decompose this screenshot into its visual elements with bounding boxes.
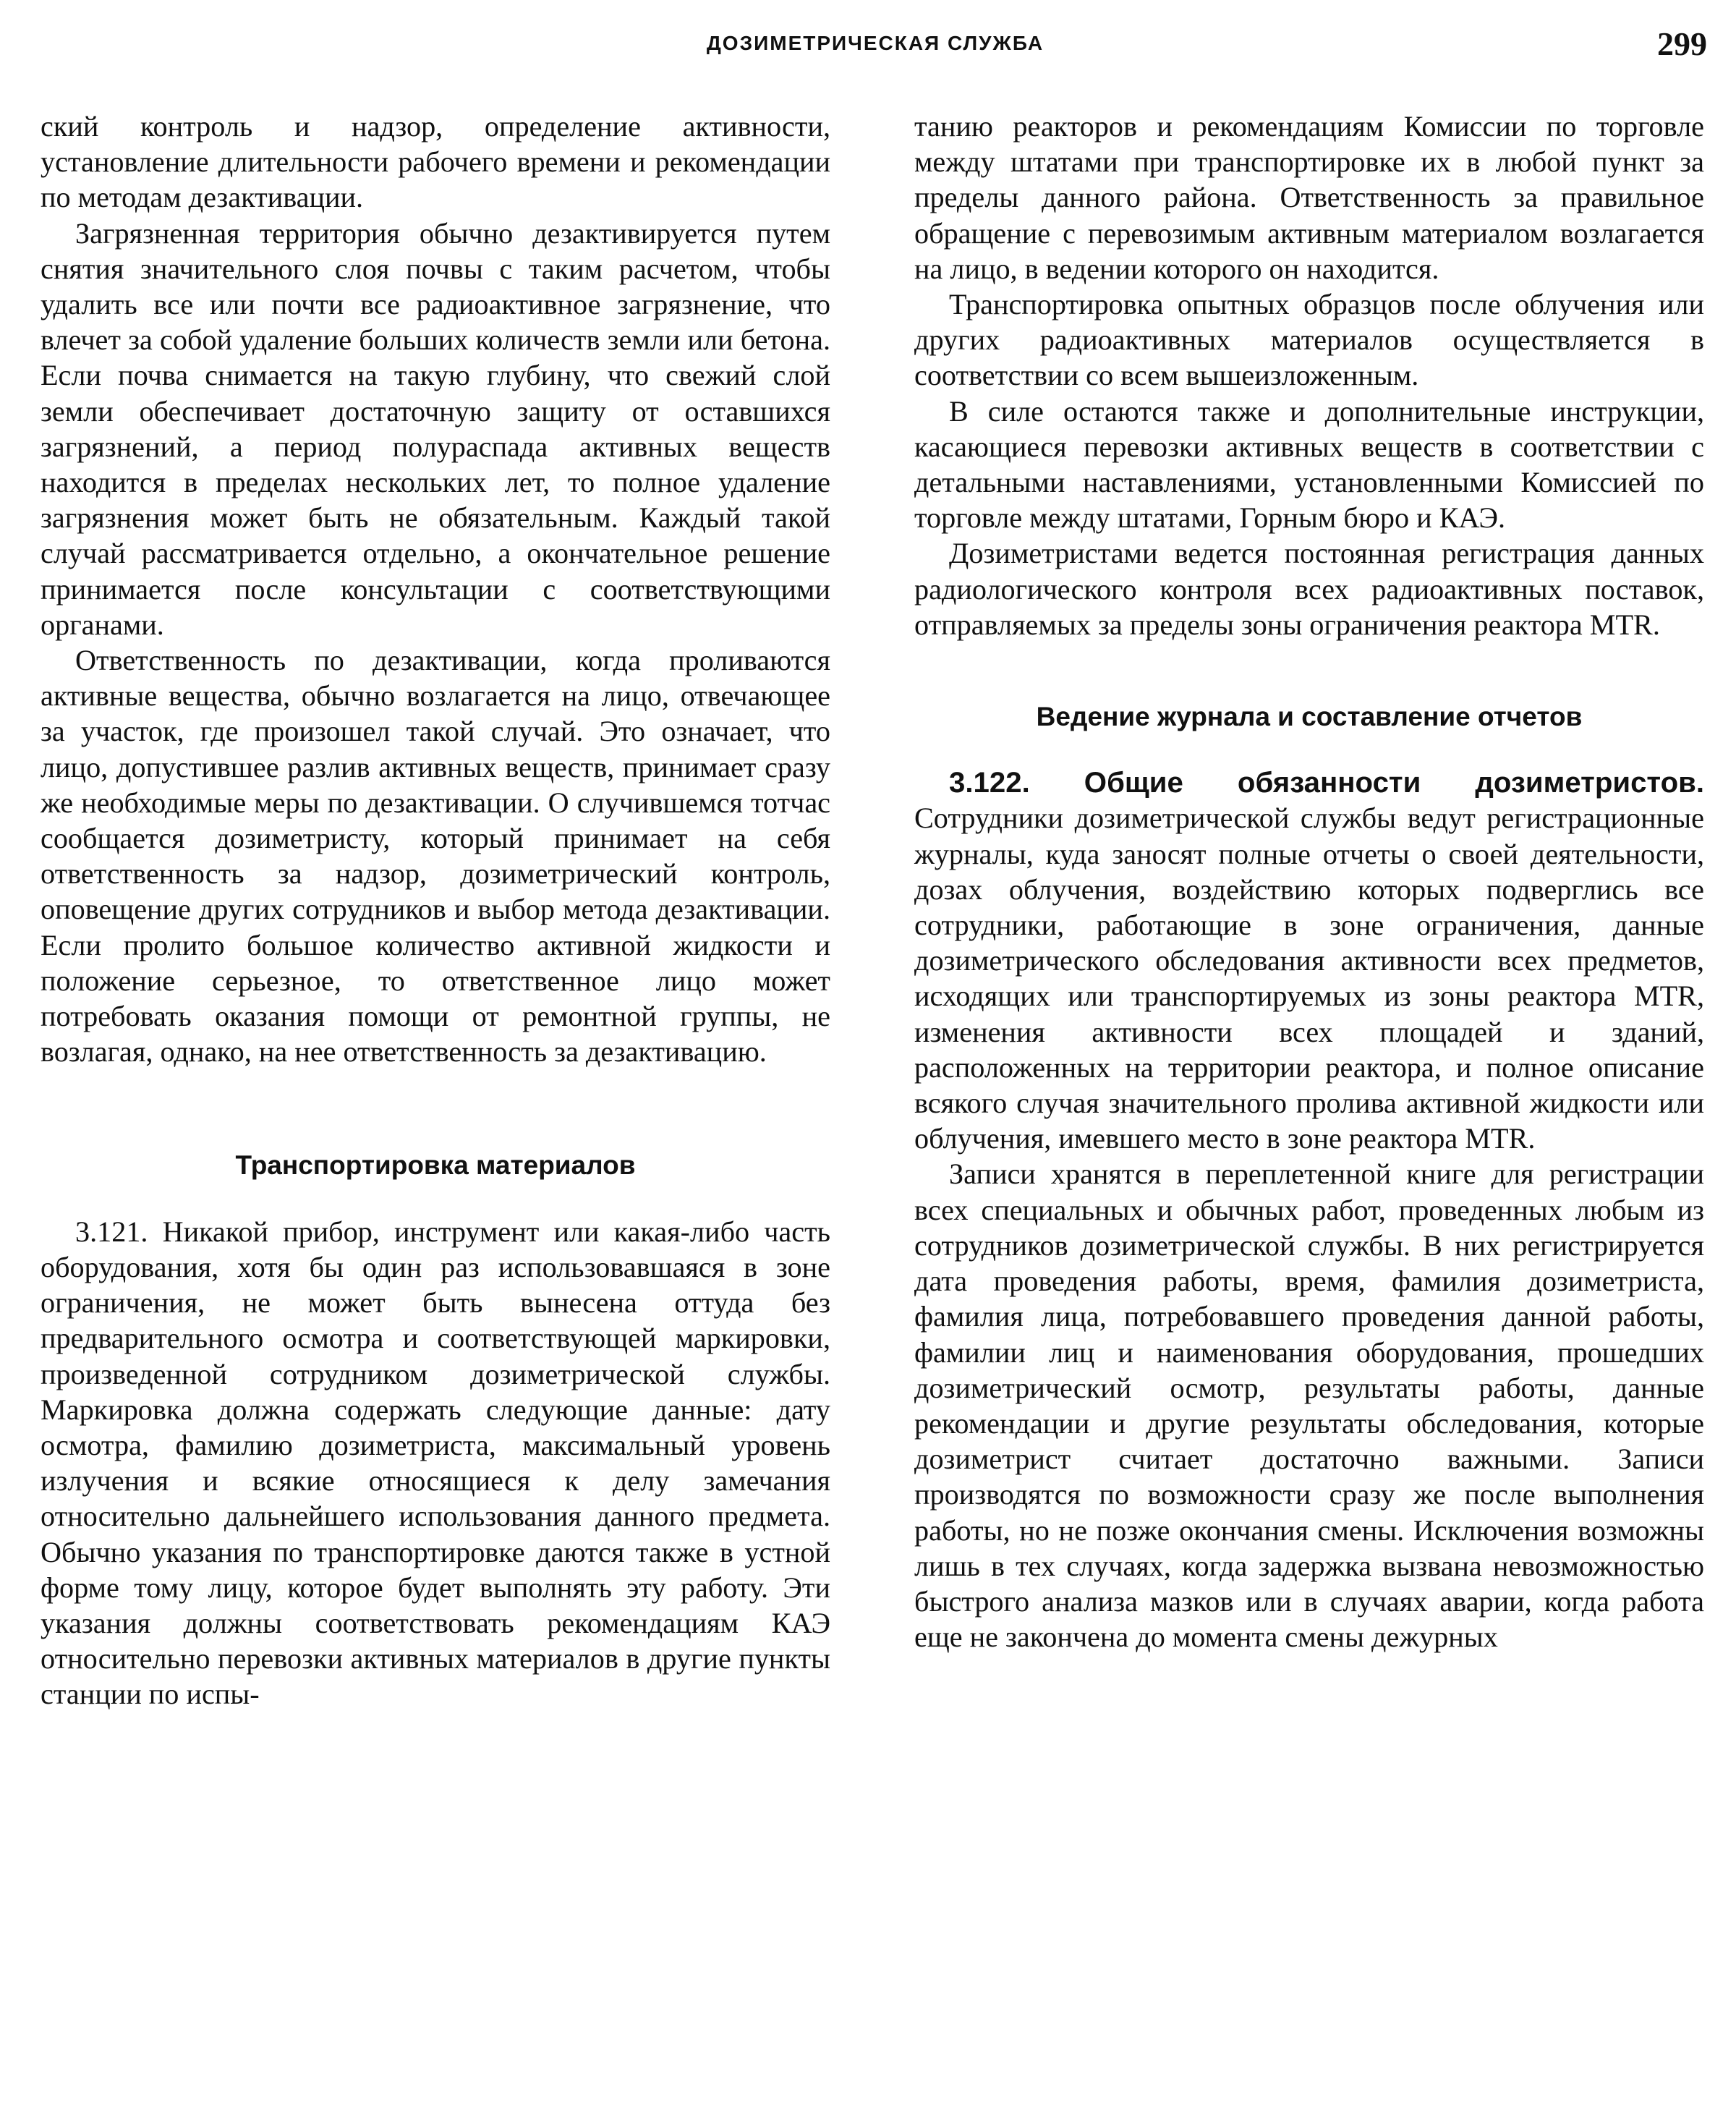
- paragraph-decontamination-territory: Загрязненная территория обычно дезактивируется путем снятия значительного слоя почвы с таким расчетом, чтобы удалить все или почти все радиоактивное загрязнение, что влечет за собой удаление больших количеств земли или бетона. Если почва снимается на такую глубину, что свежий слой земли обеспечивает достаточную защиту от оставшихся загрязнений, а период полураспада активных веществ находится в пределах нескольких лет, то полное удаление загрязнения может быть не обязательным. Каждый такой случай рассматривается отдельно, а окончательное решение принимается после консультации с соответствующими органами.: [41, 216, 830, 641]
- paragraph-decontamination-responsibility: Ответственность по дезактивации, когда проливаются активные вещества, обычно возлагается на лицо, отвечающее за участок, где произошел такой случай. Это означает, что лицо, допустившее разлив активных веществ, принимает сразу же необходимые меры по дезактивации. О случившемся тотчас сообщается дозиметристу, который принимает на себя ответственность за надзор, дозиметрический контроль, оповещение других сотрудников и выбор метода дезактивации. Если пролито большое количество активной жидкости и положение серьезное, то ответственное лицо может потребовать оказания помощи от ремонтной группы, не возлагая, однако, на нее ответственность за дезактивацию.: [41, 644, 830, 1069]
- paragraph-shipment-registration: Дозиметристами ведется постоянная регистрация данных радиологического контроля всех радиоактивных поставок, отправляемых за пределы зоны ограничения реактора MTR.: [914, 537, 1704, 641]
- page-number: 299: [1657, 25, 1707, 62]
- running-head: [43, 25, 1707, 68]
- paragraph-3-121: 3.121. Никакой прибор, инструмент или какая-либо часть оборудования, хотя бы один раз использовавшаяся в зоне ограничения, не может быть вынесена оттуда без предварительного осмотра и соответствующей маркировки, произведенной сотрудником дозиметрической службы. Маркировка должна содержать следующие данные: дату осмотра, фамилию дозиметриста, максимальный уровень излучения и всякие относящиеся к делу замечания относительно дальнейшего использования данного предмета. Обычно указания по транспортировке даются также в устной форме тому лицу, которое будет выполнять эту работу. Эти указания должны соответствовать рекомендациям КАЭ относительно перевозки активных материалов в другие пункты станции по испы-: [41, 1215, 830, 1711]
- paragraph-3-122-body: Сотрудники дозиметрической службы ведут регистрационные журналы, куда заносят полные отчеты о своей деятельности, дозах облучения, воздействию которых подверглись все сотрудники, работающие в зоне ограничения, данные дозиметрического обследования активности всех предметов, исходящих или транспортируемых из зоны реактора MTR, изменения активности всех площадей и зданий, расположенных на территории реактора, и полное описание всякого случая значительного пролива активной жидкости или облучения, имевшего место в зоне реактора MTR.: [914, 802, 1704, 1155]
- running-title: ДОЗИМЕТРИЧЕСКАЯ СЛУЖБА: [706, 32, 1044, 54]
- left-column: [41, 109, 830, 1712]
- paragraph-3-122: [914, 765, 1704, 1156]
- paragraph-continuation: ский контроль и надзор, определение активности, установление длительности рабочего времени и рекомендации по методам дезактивации.: [41, 110, 830, 214]
- right-column: [914, 109, 1704, 1654]
- paragraph-3-122-title: 3.122. Общие обязанности дозиметристов.: [949, 766, 1704, 799]
- paragraph-additional-instructions: В силе остаются также и дополнительные инструкции, касающиеся перевозки активных веществ в соответствии с детальными наставлениями, установленными Комиссией по торговле между штатами, Горным бюро и КАЭ.: [914, 394, 1704, 535]
- section-heading-journal: Ведение журнала и составление отчетов: [1036, 702, 1583, 732]
- paragraph-continuation-right: танию реакторов и рекомендациям Комиссии по торговле между штатами при транспортировке их в любой пункт за пределы данного района. Ответственность за правильное обращение с перевозимым активным материалом возлагается на лицо, в ведении которого он находится.: [914, 110, 1704, 285]
- section-heading-transport: Транспортировка материалов: [235, 1150, 636, 1181]
- paragraph-sample-transport: Транспортировка опытных образцов после облучения или других радиоактивных материалов осуществляется в соответствии со всем вышеизложенным.: [914, 288, 1704, 392]
- paragraph-records: Записи хранятся в переплетенной книге для регистрации всех специальных и обычных работ, проведенных любым из сотрудников дозиметрической службы. В них регистрируется дата проведения работы, время, фамилия дозиметриста, фамилия лица, потребовавшего проведения данной работы, фамилии лиц и наименования оборудования, прошедших дозиметрический осмотр, результаты работы, данные рекомендации и другие результаты обследования, которые дозиметрист считает достаточно важными. Записи производятся по возможности сразу же после выполнения работы, но не позже окончания смены. Исключения возможны лишь в тех случаях, когда задержка вызвана невозможностью быстрого анализа мазков или в случаях аварии, когда работа еще не закончена до момента смены дежурных: [914, 1157, 1704, 1654]
